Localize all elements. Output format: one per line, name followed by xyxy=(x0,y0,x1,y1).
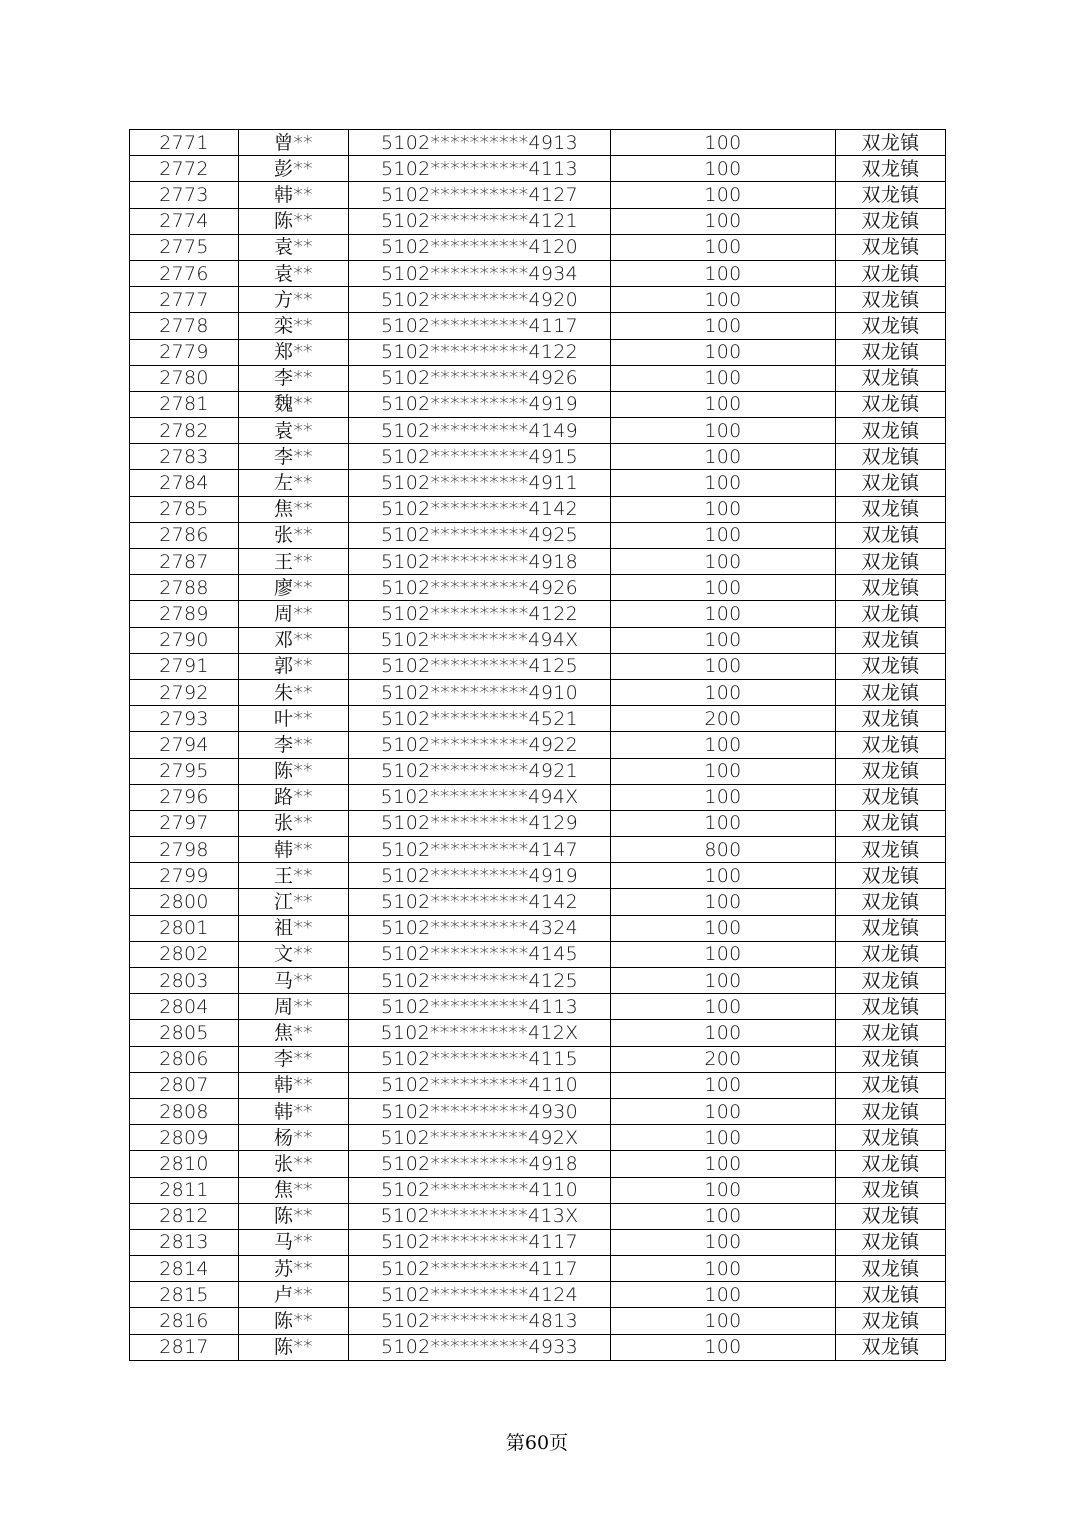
table-row xyxy=(130,601,946,627)
cell-town: 双龙镇 xyxy=(836,679,946,705)
cell-name: 李** xyxy=(239,1046,349,1072)
cell-serial-number: 2797 xyxy=(130,810,239,836)
cell-amount: 100 xyxy=(611,208,836,234)
cell-town: 双龙镇 xyxy=(836,234,946,260)
cell-town: 双龙镇 xyxy=(836,208,946,234)
cell-amount: 200 xyxy=(611,1046,836,1072)
cell-name: 焦** xyxy=(239,1020,349,1046)
table-row xyxy=(130,732,946,758)
cell-serial-number: 2773 xyxy=(130,182,239,208)
cell-amount: 100 xyxy=(611,260,836,286)
cell-amount: 100 xyxy=(611,1203,836,1229)
table-row xyxy=(130,1125,946,1151)
cell-serial-number: 2796 xyxy=(130,784,239,810)
cell-id-number: 5102**********4913 xyxy=(349,130,611,156)
cell-town: 双龙镇 xyxy=(836,863,946,889)
cell-amount: 100 xyxy=(611,418,836,444)
cell-town: 双龙镇 xyxy=(836,1229,946,1255)
cell-id-number: 5102**********4113 xyxy=(349,156,611,182)
table-row xyxy=(130,260,946,286)
table-row xyxy=(130,1334,946,1360)
cell-serial-number: 2808 xyxy=(130,1098,239,1124)
cell-amount: 200 xyxy=(611,706,836,732)
cell-name: 廖** xyxy=(239,575,349,601)
cell-id-number: 5102**********4142 xyxy=(349,889,611,915)
cell-town: 双龙镇 xyxy=(836,758,946,784)
cell-town: 双龙镇 xyxy=(836,182,946,208)
table-row xyxy=(130,156,946,182)
cell-serial-number: 2786 xyxy=(130,522,239,548)
cell-name: 魏** xyxy=(239,391,349,417)
cell-name: 彭** xyxy=(239,156,349,182)
cell-serial-number: 2817 xyxy=(130,1334,239,1360)
cell-id-number: 5102**********4125 xyxy=(349,653,611,679)
cell-town: 双龙镇 xyxy=(836,1046,946,1072)
cell-town: 双龙镇 xyxy=(836,915,946,941)
cell-amount: 800 xyxy=(611,837,836,863)
cell-town: 双龙镇 xyxy=(836,601,946,627)
cell-town: 双龙镇 xyxy=(836,549,946,575)
table-row xyxy=(130,1151,946,1177)
table-row xyxy=(130,810,946,836)
cell-name: 邓** xyxy=(239,627,349,653)
cell-amount: 100 xyxy=(611,810,836,836)
cell-id-number: 5102**********4922 xyxy=(349,732,611,758)
cell-id-number: 5102**********4127 xyxy=(349,182,611,208)
table-row xyxy=(130,889,946,915)
table-row xyxy=(130,1203,946,1229)
cell-town: 双龙镇 xyxy=(836,1334,946,1360)
cell-serial-number: 2812 xyxy=(130,1203,239,1229)
table-row xyxy=(130,522,946,548)
cell-name: 陈** xyxy=(239,208,349,234)
cell-town: 双龙镇 xyxy=(836,130,946,156)
cell-name: 韩** xyxy=(239,182,349,208)
cell-name: 朱** xyxy=(239,679,349,705)
cell-id-number: 5102**********4149 xyxy=(349,418,611,444)
cell-serial-number: 2815 xyxy=(130,1282,239,1308)
cell-name: 焦** xyxy=(239,496,349,522)
cell-amount: 100 xyxy=(611,1072,836,1098)
cell-name: 叶** xyxy=(239,706,349,732)
cell-id-number: 5102**********4145 xyxy=(349,941,611,967)
cell-name: 张** xyxy=(239,810,349,836)
cell-serial-number: 2783 xyxy=(130,444,239,470)
cell-serial-number: 2801 xyxy=(130,915,239,941)
cell-id-number: 5102**********4324 xyxy=(349,915,611,941)
cell-amount: 100 xyxy=(611,968,836,994)
cell-amount: 100 xyxy=(611,130,836,156)
cell-town: 双龙镇 xyxy=(836,1072,946,1098)
cell-id-number: 5102**********4124 xyxy=(349,1282,611,1308)
cell-town: 双龙镇 xyxy=(836,575,946,601)
cell-id-number: 5102**********4113 xyxy=(349,994,611,1020)
table-row xyxy=(130,1282,946,1308)
cell-name: 韩** xyxy=(239,837,349,863)
cell-town: 双龙镇 xyxy=(836,470,946,496)
cell-serial-number: 2790 xyxy=(130,627,239,653)
table-row xyxy=(130,837,946,863)
cell-id-number: 5102**********494X xyxy=(349,627,611,653)
table-row xyxy=(130,496,946,522)
cell-serial-number: 2774 xyxy=(130,208,239,234)
cell-name: 陈** xyxy=(239,1334,349,1360)
cell-town: 双龙镇 xyxy=(836,313,946,339)
cell-serial-number: 2778 xyxy=(130,313,239,339)
cell-serial-number: 2772 xyxy=(130,156,239,182)
cell-name: 马** xyxy=(239,968,349,994)
cell-amount: 100 xyxy=(611,1020,836,1046)
cell-name: 马** xyxy=(239,1229,349,1255)
cell-id-number: 5102**********4910 xyxy=(349,679,611,705)
cell-amount: 100 xyxy=(611,653,836,679)
table-row xyxy=(130,287,946,313)
cell-id-number: 5102**********4919 xyxy=(349,391,611,417)
cell-id-number: 5102**********4129 xyxy=(349,810,611,836)
cell-serial-number: 2811 xyxy=(130,1177,239,1203)
table-row xyxy=(130,418,946,444)
cell-serial-number: 2789 xyxy=(130,601,239,627)
cell-town: 双龙镇 xyxy=(836,1151,946,1177)
table-row xyxy=(130,627,946,653)
cell-serial-number: 2814 xyxy=(130,1256,239,1282)
table-row xyxy=(130,1046,946,1072)
cell-serial-number: 2809 xyxy=(130,1125,239,1151)
table-row xyxy=(130,758,946,784)
cell-id-number: 5102**********4918 xyxy=(349,549,611,575)
cell-amount: 100 xyxy=(611,889,836,915)
table-row xyxy=(130,679,946,705)
cell-town: 双龙镇 xyxy=(836,287,946,313)
cell-town: 双龙镇 xyxy=(836,968,946,994)
cell-serial-number: 2775 xyxy=(130,234,239,260)
cell-serial-number: 2781 xyxy=(130,391,239,417)
cell-id-number: 5102**********4122 xyxy=(349,601,611,627)
cell-id-number: 5102**********412X xyxy=(349,1020,611,1046)
cell-name: 方** xyxy=(239,287,349,313)
table-row xyxy=(130,1256,946,1282)
cell-town: 双龙镇 xyxy=(836,784,946,810)
cell-town: 双龙镇 xyxy=(836,653,946,679)
cell-name: 韩** xyxy=(239,1072,349,1098)
cell-town: 双龙镇 xyxy=(836,1256,946,1282)
cell-name: 祖** xyxy=(239,915,349,941)
cell-serial-number: 2806 xyxy=(130,1046,239,1072)
cell-id-number: 5102**********4120 xyxy=(349,234,611,260)
cell-amount: 100 xyxy=(611,313,836,339)
cell-town: 双龙镇 xyxy=(836,1125,946,1151)
cell-name: 栾** xyxy=(239,313,349,339)
table-row xyxy=(130,1229,946,1255)
cell-serial-number: 2805 xyxy=(130,1020,239,1046)
table-row xyxy=(130,470,946,496)
table-row xyxy=(130,1020,946,1046)
cell-id-number: 5102**********4925 xyxy=(349,522,611,548)
cell-id-number: 5102**********4919 xyxy=(349,863,611,889)
cell-id-number: 5102**********4918 xyxy=(349,1151,611,1177)
cell-town: 双龙镇 xyxy=(836,837,946,863)
cell-amount: 100 xyxy=(611,863,836,889)
cell-town: 双龙镇 xyxy=(836,339,946,365)
cell-amount: 100 xyxy=(611,156,836,182)
table-row xyxy=(130,706,946,732)
cell-serial-number: 2798 xyxy=(130,837,239,863)
cell-id-number: 5102**********4911 xyxy=(349,470,611,496)
cell-amount: 100 xyxy=(611,941,836,967)
table-body xyxy=(130,130,946,1361)
cell-id-number: 5102**********4915 xyxy=(349,444,611,470)
cell-town: 双龙镇 xyxy=(836,444,946,470)
cell-id-number: 5102**********4147 xyxy=(349,837,611,863)
cell-name: 袁** xyxy=(239,418,349,444)
cell-amount: 100 xyxy=(611,182,836,208)
cell-serial-number: 2810 xyxy=(130,1151,239,1177)
cell-amount: 100 xyxy=(611,1229,836,1255)
cell-id-number: 5102**********492X xyxy=(349,1125,611,1151)
cell-town: 双龙镇 xyxy=(836,1308,946,1334)
cell-serial-number: 2795 xyxy=(130,758,239,784)
cell-id-number: 5102**********4521 xyxy=(349,706,611,732)
cell-id-number: 5102**********4920 xyxy=(349,287,611,313)
cell-id-number: 5102**********4934 xyxy=(349,260,611,286)
cell-serial-number: 2792 xyxy=(130,679,239,705)
cell-id-number: 5102**********4117 xyxy=(349,1256,611,1282)
cell-id-number: 5102**********4933 xyxy=(349,1334,611,1360)
cell-id-number: 5102**********4117 xyxy=(349,1229,611,1255)
cell-serial-number: 2776 xyxy=(130,260,239,286)
cell-id-number: 5102**********4122 xyxy=(349,339,611,365)
cell-id-number: 5102**********4926 xyxy=(349,365,611,391)
cell-name: 周** xyxy=(239,601,349,627)
cell-name: 杨** xyxy=(239,1125,349,1151)
cell-name: 文** xyxy=(239,941,349,967)
cell-name: 王** xyxy=(239,549,349,575)
cell-amount: 100 xyxy=(611,758,836,784)
cell-serial-number: 2802 xyxy=(130,941,239,967)
cell-town: 双龙镇 xyxy=(836,1282,946,1308)
cell-town: 双龙镇 xyxy=(836,1177,946,1203)
cell-serial-number: 2782 xyxy=(130,418,239,444)
cell-amount: 100 xyxy=(611,234,836,260)
table-row xyxy=(130,365,946,391)
cell-name: 江** xyxy=(239,889,349,915)
cell-serial-number: 2793 xyxy=(130,706,239,732)
cell-amount: 100 xyxy=(611,627,836,653)
cell-name: 路** xyxy=(239,784,349,810)
cell-name: 韩** xyxy=(239,1098,349,1124)
cell-name: 郑** xyxy=(239,339,349,365)
table-row xyxy=(130,1072,946,1098)
cell-name: 李** xyxy=(239,732,349,758)
cell-amount: 100 xyxy=(611,601,836,627)
cell-town: 双龙镇 xyxy=(836,391,946,417)
cell-name: 袁** xyxy=(239,234,349,260)
cell-town: 双龙镇 xyxy=(836,732,946,758)
cell-name: 左** xyxy=(239,470,349,496)
cell-amount: 100 xyxy=(611,732,836,758)
cell-name: 李** xyxy=(239,365,349,391)
cell-amount: 100 xyxy=(611,915,836,941)
cell-id-number: 5102**********4926 xyxy=(349,575,611,601)
cell-amount: 100 xyxy=(611,1334,836,1360)
table-row xyxy=(130,575,946,601)
cell-amount: 100 xyxy=(611,1256,836,1282)
cell-serial-number: 2771 xyxy=(130,130,239,156)
cell-amount: 100 xyxy=(611,994,836,1020)
cell-name: 陈** xyxy=(239,1203,349,1229)
cell-town: 双龙镇 xyxy=(836,522,946,548)
cell-amount: 100 xyxy=(611,522,836,548)
cell-serial-number: 2794 xyxy=(130,732,239,758)
cell-serial-number: 2777 xyxy=(130,287,239,313)
cell-id-number: 5102**********4930 xyxy=(349,1098,611,1124)
cell-id-number: 5102**********4813 xyxy=(349,1308,611,1334)
cell-town: 双龙镇 xyxy=(836,260,946,286)
table-row xyxy=(130,653,946,679)
table-row xyxy=(130,130,946,156)
table-row xyxy=(130,549,946,575)
data-table xyxy=(129,129,946,1361)
table-row xyxy=(130,784,946,810)
cell-serial-number: 2816 xyxy=(130,1308,239,1334)
cell-town: 双龙镇 xyxy=(836,365,946,391)
table-row xyxy=(130,1177,946,1203)
cell-id-number: 5102**********4117 xyxy=(349,313,611,339)
cell-amount: 100 xyxy=(611,1177,836,1203)
table-row xyxy=(130,182,946,208)
cell-town: 双龙镇 xyxy=(836,706,946,732)
cell-name: 李** xyxy=(239,444,349,470)
cell-amount: 100 xyxy=(611,1098,836,1124)
cell-amount: 100 xyxy=(611,1282,836,1308)
table-row xyxy=(130,234,946,260)
table-row xyxy=(130,994,946,1020)
cell-name: 苏** xyxy=(239,1256,349,1282)
cell-serial-number: 2779 xyxy=(130,339,239,365)
cell-serial-number: 2800 xyxy=(130,889,239,915)
cell-town: 双龙镇 xyxy=(836,1203,946,1229)
data-table-container xyxy=(129,129,945,1361)
cell-amount: 100 xyxy=(611,1151,836,1177)
table-row xyxy=(130,941,946,967)
cell-id-number: 5102**********4115 xyxy=(349,1046,611,1072)
cell-town: 双龙镇 xyxy=(836,941,946,967)
cell-name: 焦** xyxy=(239,1177,349,1203)
cell-name: 袁** xyxy=(239,260,349,286)
cell-serial-number: 2785 xyxy=(130,496,239,522)
cell-name: 张** xyxy=(239,1151,349,1177)
cell-id-number: 5102**********4125 xyxy=(349,968,611,994)
cell-amount: 100 xyxy=(611,287,836,313)
page-number: 第60页 xyxy=(505,1432,569,1454)
cell-id-number: 5102**********4121 xyxy=(349,208,611,234)
table-row xyxy=(130,1098,946,1124)
cell-amount: 100 xyxy=(611,391,836,417)
cell-id-number: 5102**********4921 xyxy=(349,758,611,784)
cell-amount: 100 xyxy=(611,1308,836,1334)
cell-name: 张** xyxy=(239,522,349,548)
cell-amount: 100 xyxy=(611,339,836,365)
cell-town: 双龙镇 xyxy=(836,156,946,182)
cell-id-number: 5102**********4110 xyxy=(349,1177,611,1203)
table-row xyxy=(130,313,946,339)
cell-town: 双龙镇 xyxy=(836,418,946,444)
table-row xyxy=(130,1308,946,1334)
cell-amount: 100 xyxy=(611,1125,836,1151)
cell-amount: 100 xyxy=(611,470,836,496)
cell-name: 陈** xyxy=(239,1308,349,1334)
cell-town: 双龙镇 xyxy=(836,1020,946,1046)
cell-serial-number: 2803 xyxy=(130,968,239,994)
cell-town: 双龙镇 xyxy=(836,889,946,915)
cell-town: 双龙镇 xyxy=(836,994,946,1020)
table-row xyxy=(130,863,946,889)
cell-amount: 100 xyxy=(611,575,836,601)
cell-amount: 100 xyxy=(611,784,836,810)
cell-serial-number: 2807 xyxy=(130,1072,239,1098)
cell-id-number: 5102**********494X xyxy=(349,784,611,810)
cell-serial-number: 2799 xyxy=(130,863,239,889)
cell-name: 卢** xyxy=(239,1282,349,1308)
cell-name: 周** xyxy=(239,994,349,1020)
cell-name: 王** xyxy=(239,863,349,889)
cell-id-number: 5102**********4142 xyxy=(349,496,611,522)
table-row xyxy=(130,339,946,365)
cell-name: 郭** xyxy=(239,653,349,679)
cell-serial-number: 2787 xyxy=(130,549,239,575)
table-row xyxy=(130,391,946,417)
cell-town: 双龙镇 xyxy=(836,1098,946,1124)
cell-amount: 100 xyxy=(611,679,836,705)
table-row xyxy=(130,915,946,941)
cell-town: 双龙镇 xyxy=(836,627,946,653)
cell-amount: 100 xyxy=(611,496,836,522)
cell-amount: 100 xyxy=(611,365,836,391)
cell-id-number: 5102**********413X xyxy=(349,1203,611,1229)
cell-name: 陈** xyxy=(239,758,349,784)
cell-id-number: 5102**********4110 xyxy=(349,1072,611,1098)
cell-serial-number: 2804 xyxy=(130,994,239,1020)
table-row xyxy=(130,444,946,470)
cell-name: 曾** xyxy=(239,130,349,156)
cell-serial-number: 2788 xyxy=(130,575,239,601)
cell-serial-number: 2791 xyxy=(130,653,239,679)
cell-serial-number: 2813 xyxy=(130,1229,239,1255)
cell-amount: 100 xyxy=(611,549,836,575)
cell-serial-number: 2780 xyxy=(130,365,239,391)
table-row xyxy=(130,208,946,234)
table-row xyxy=(130,968,946,994)
cell-town: 双龙镇 xyxy=(836,810,946,836)
cell-serial-number: 2784 xyxy=(130,470,239,496)
cell-town: 双龙镇 xyxy=(836,496,946,522)
cell-amount: 100 xyxy=(611,444,836,470)
